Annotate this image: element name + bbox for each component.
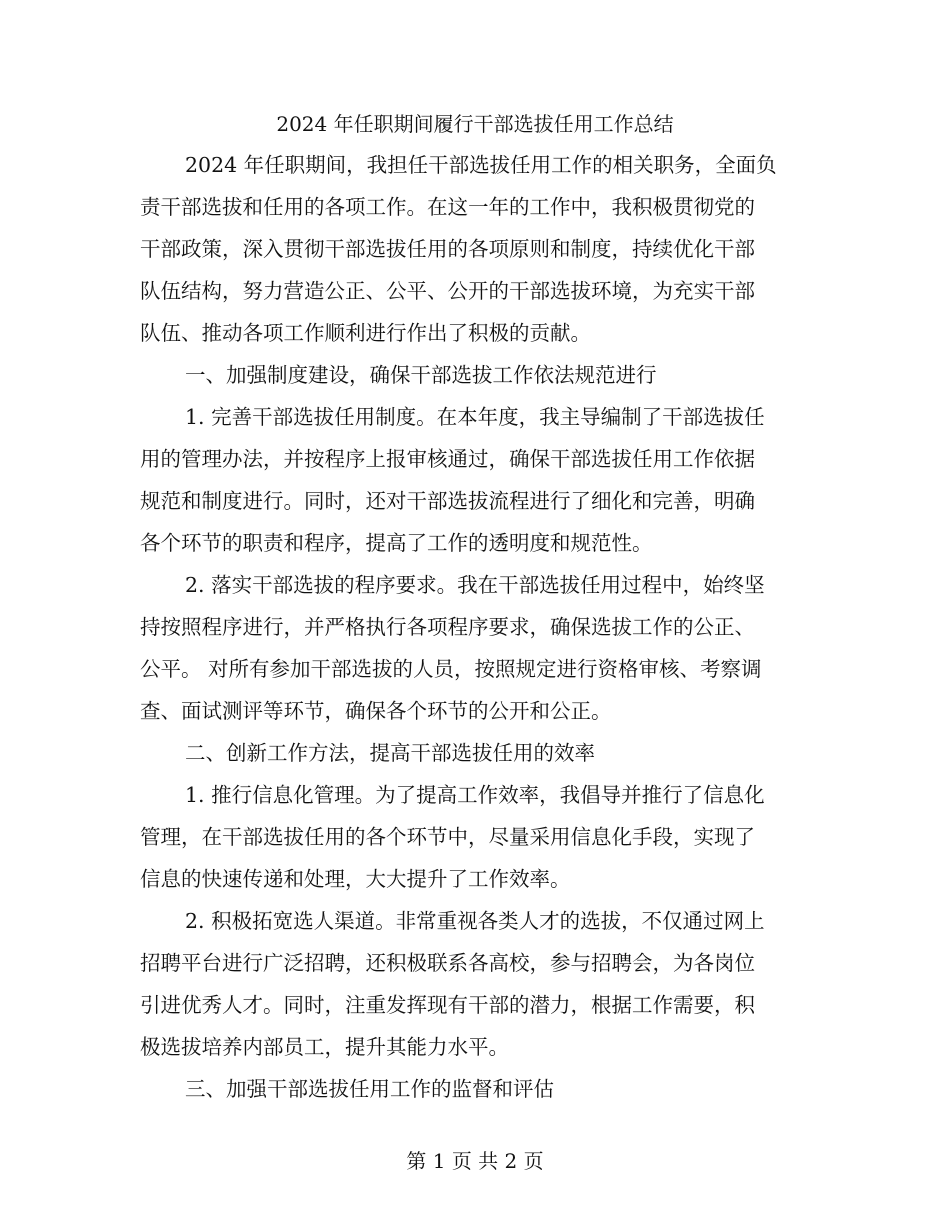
paragraph-line: 用的管理办法，并按程序上报审核通过，确保干部选拔任用工作依据 (140, 447, 755, 471)
paragraph-line: 管理，在干部选拔任用的各个环节中，尽量采用信息化手段，实现了 (140, 825, 755, 849)
paragraph-line: 干部政策，深入贯彻干部选拔任用的各项原则和制度，持续优化干部 (140, 237, 755, 261)
paragraph-line: 队伍、推动各项工作顺利进行作出了积极的贡献。 (140, 321, 591, 345)
paragraph-line: 信息的快速传递和处理，大大提升了工作效率。 (140, 867, 571, 891)
paragraph-line: 规范和制度进行。同时，还对干部选拔流程进行了细化和完善，明确 (140, 489, 755, 513)
section-heading: 二、创新工作方法，提高干部选拔任用的效率 (185, 741, 595, 765)
paragraph-line: 队伍结构，努力营造公正、公平、公开的干部选拔环境，为充实干部 (140, 279, 755, 303)
paragraph-line: 招聘平台进行广泛招聘，还积极联系各高校，参与招聘会，为各岗位 (140, 951, 755, 975)
paragraph-line: 引进优秀人才。同时，注重发挥现有干部的潜力，根据工作需要，积 (140, 993, 755, 1017)
section-heading: 一、加强制度建设，确保干部选拔工作依法规范进行 (185, 363, 657, 387)
paragraph-line: 2. 积极拓宽选人渠道。非常重视各类人才的选拔，不仅通过网上 (185, 909, 765, 933)
paragraph-line: 1. 完善干部选拔任用制度。在本年度，我主导编制了干部选拔任 (185, 405, 765, 429)
section-heading: 三、加强干部选拔任用工作的监督和评估 (185, 1077, 554, 1101)
paragraph-line: 查、面试测评等环节，确保各个环节的公开和公正。 (140, 699, 612, 723)
paragraph-line: 持按照程序进行，并严格执行各项程序要求，确保选拔工作的公正、 (140, 615, 755, 639)
paragraph-line: 责干部选拔和任用的各项工作。在这一年的工作中，我积极贯彻党的 (140, 195, 755, 219)
paragraph-line: 极选拔培养内部员工，提升其能力水平。 (140, 1035, 509, 1059)
paragraph-line: 2024 年任职期间，我担任干部选拔任用工作的相关职务，全面负 (185, 153, 777, 177)
paragraph-line: 各个环节的职责和程序，提高了工作的透明度和规范性。 (140, 531, 653, 555)
document-title: 2024 年任职期间履行干部选拔任用工作总结 (276, 112, 674, 136)
paragraph-line: 公平。 对所有参加干部选拔的人员，按照规定进行资格审核、考察调 (140, 657, 762, 681)
paragraph-line: 2. 落实干部选拔的程序要求。我在干部选拔任用过程中，始终坚 (185, 573, 765, 597)
paragraph-line: 1. 推行信息化管理。为了提高工作效率，我倡导并推行了信息化 (185, 783, 765, 807)
page-footer: 第 1 页 共 2 页 (406, 1149, 544, 1173)
